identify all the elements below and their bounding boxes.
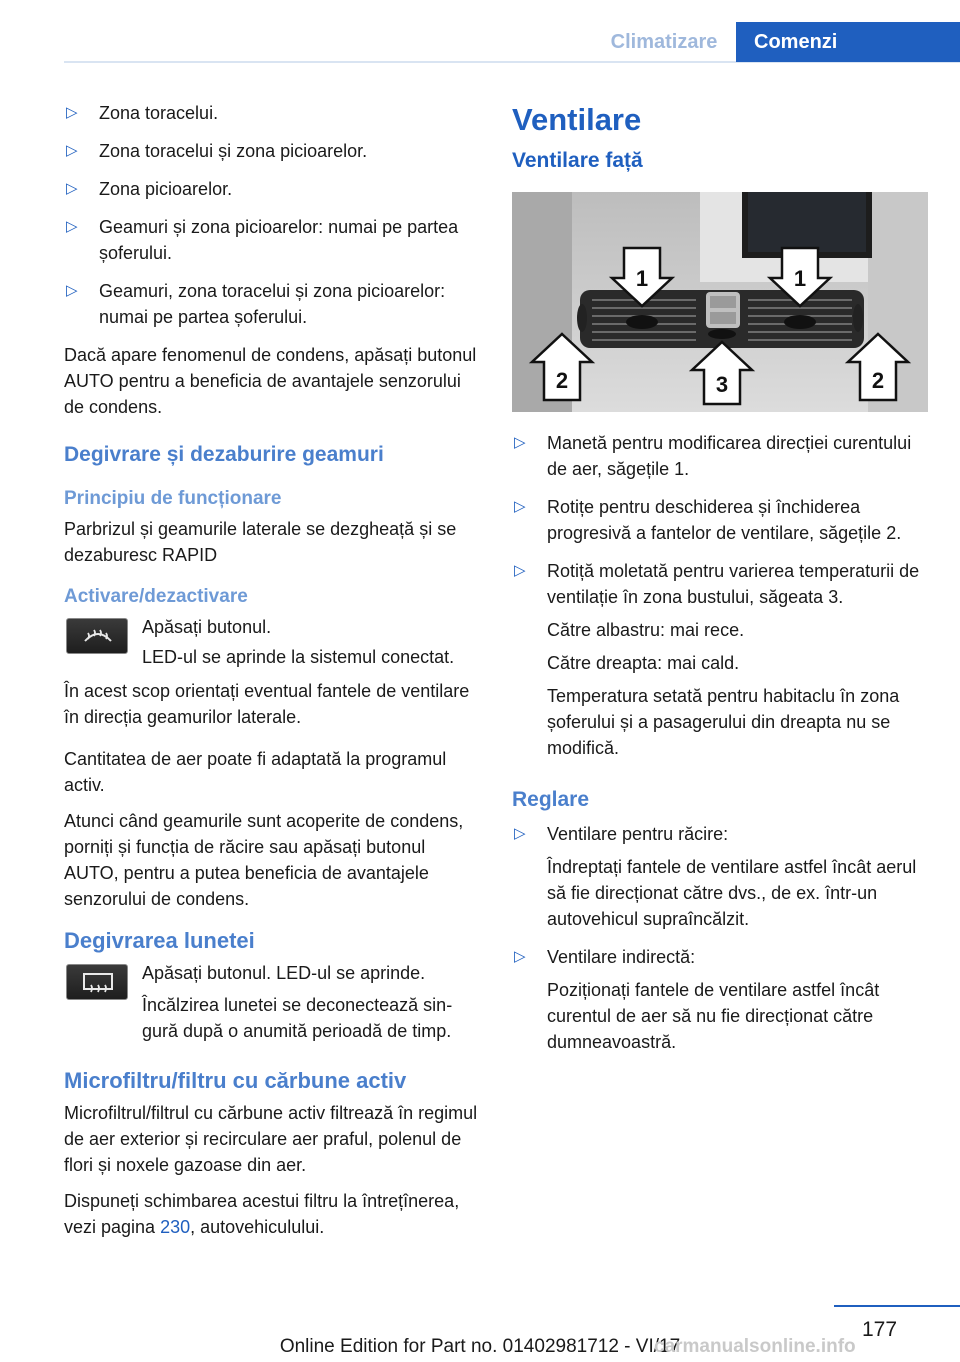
bullet-triangle-icon: ▷ <box>514 948 526 965</box>
heading-ventilare-fata: Ventilare față <box>512 149 643 172</box>
arrow-label-2-left: 2 <box>555 368 569 393</box>
defrost-rear-row <box>64 960 479 1044</box>
principiu-text: Parbrizul și geamurile laterale se dezgheață și se dezaburesc RAPID <box>64 519 457 565</box>
atunci-paragraph: Atunci când geamurile sunt acoperite de condens, porniți și funcția de răcire sau apăsați butonul AUTO, pentru a putea beneficia de avantajele senzorului de condens. <box>64 811 464 909</box>
bullet-triangle-icon: ▷ <box>66 218 78 235</box>
list-item: ▷ Manetă pentru modificarea direcției curentului de aer, săgețile 1. <box>512 430 928 482</box>
right-column <box>512 100 928 1067</box>
bullet-triangle-icon: ▷ <box>514 434 526 451</box>
bullet-triangle-icon: ▷ <box>66 282 78 299</box>
bullet-triangle-icon: ▷ <box>66 104 78 121</box>
bullet-triangle-icon: ▷ <box>514 825 526 842</box>
activare-led: LED-ul se aprinde la sistemul conectat. <box>142 647 455 667</box>
defrost-front-row <box>64 614 479 670</box>
cantitatea-paragraph: Cantitatea de aer poate fi adaptată la programul activ. <box>64 749 447 795</box>
activare-press: Apăsați butonul. <box>142 617 272 637</box>
microfiltru-text: Microfiltrul/filtrul cu cărbune activ filtrează în regimul de aer exterior și recirculare aer praful, polenul de flori și noxele gazoase din aer. <box>64 1103 478 1175</box>
list-item: ▷ Rotiță moletată pentru varierea temperaturii de ventilație în zona bustului, săgeata 3. Către albastru: mai rece. Către dreapta: mai cald. Temperatura setată pentru habitaclu în zona șoferului și a pasagerului din dreapta nu se modifică. <box>512 558 928 761</box>
heading-degivrare: Degivrare și dezaburire geamuri <box>64 443 384 466</box>
dashboard-vents-photo <box>512 192 928 412</box>
bullet-triangle-icon: ▷ <box>514 562 526 579</box>
heading-principiu: Principiu de funcționare <box>64 488 282 509</box>
edition-footer: Online Edition for Part no. 01402981712 - VI/17 <box>279 1336 681 1357</box>
rear-defrost-button-icon[interactable] <box>66 964 128 1000</box>
arrow-label-2-right: 2 <box>871 368 885 393</box>
heading-ventilare: Ventilare <box>512 102 642 137</box>
list-item: ▷ Zona toracelui și zona picioarelor. <box>64 138 479 164</box>
heading-luneta: Degivrarea lunetei <box>64 928 255 953</box>
list-item: ▷ Zona toracelui. <box>64 100 479 126</box>
list-item: ▷ Geamuri și zona picioarelor: numai pe partea șoferului. <box>64 214 479 266</box>
luneta-off: Încălzirea lunetei se deconectează singură după o anumită perioadă de timp. <box>142 995 453 1041</box>
bullet-triangle-icon: ▷ <box>66 142 78 159</box>
arrow-label-1-right: 1 <box>793 266 807 291</box>
heading-reglare: Reglare <box>512 788 590 811</box>
page-number: 177 <box>862 1318 898 1341</box>
orientati-paragraph: În acest scop orientați eventual fantele de ventilare în direcția geamurilor laterale. <box>64 681 470 727</box>
tab-comenzi[interactable]: Comenzi <box>736 22 960 62</box>
arrow-label-3: 3 <box>715 372 729 397</box>
bullet-triangle-icon: ▷ <box>514 498 526 515</box>
dispuneti-paragraph: Dispuneți schimbarea acestui filtru la întrețînerea, vezi pagina 230, autovehiculului. <box>64 1191 460 1237</box>
front-defrost-button-icon[interactable] <box>66 618 128 654</box>
condens-paragraph: Dacă apare fenomenul de condens, apăsați butonul AUTO pentru a beneficia de avantajele senzorului de condens. <box>64 345 477 417</box>
page-link-230[interactable]: 230 <box>160 1217 191 1237</box>
tab-climatizare[interactable]: Climatizare <box>610 31 718 53</box>
list-item: ▷ Ventilare indirectă: Poziționați fantele de ventilare astfel încât curentul de aer să nu fie direcționat către dumneavoastră. <box>512 944 928 1055</box>
watermark: carmanualsonline.info <box>654 1336 856 1357</box>
heading-activare: Activare/dezactivare <box>64 586 248 607</box>
arrow-label-1-left: 1 <box>635 266 649 291</box>
list-item: ▷ Geamuri, zona toracelui și zona picioarelor: numai pe partea șoferului. <box>64 278 479 330</box>
heading-microfiltru: Microfiltru/filtru cu cărbune activ <box>64 1068 407 1093</box>
bullet-triangle-icon: ▷ <box>66 180 78 197</box>
left-column <box>64 100 479 1250</box>
luneta-press: Apăsați butonul. LED-ul se aprinde. <box>142 963 426 983</box>
list-item: ▷ Zona picioarelor. <box>64 176 479 202</box>
page-number-rule <box>834 1305 960 1307</box>
list-item: ▷ Ventilare pentru răcire: Îndreptați fantele de ventilare astfel încât aerul să fie direcționat către dvs., de ex. într-un autovehicul supraîncălzit. <box>512 821 928 932</box>
list-item: ▷ Rotițe pentru deschiderea și închiderea progresivă a fantelor de ventilare, săgețile 2. <box>512 494 928 546</box>
